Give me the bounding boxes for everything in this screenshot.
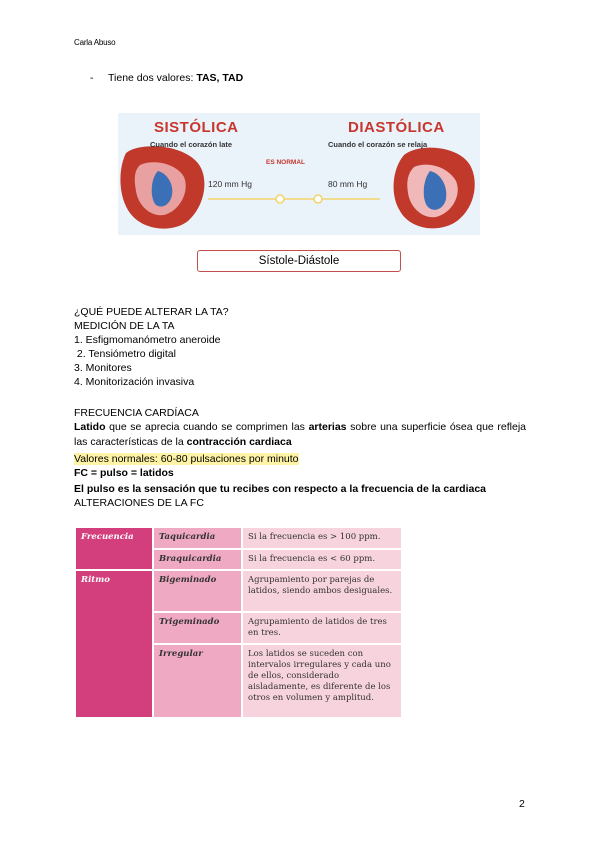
- ta-item-2: 2. Tensiómetro digital: [74, 348, 176, 360]
- definition-part-1: que se aprecia cuando se comprimen las: [105, 421, 309, 433]
- cell-bigeminado-desc: Agrupamiento por parejas de latidos, siendo ambos desiguales.: [242, 570, 402, 612]
- figure-caption: Sístole-Diástole: [197, 250, 401, 272]
- word-arterias: arterias: [308, 421, 347, 433]
- cell-ritmo: Ritmo: [75, 570, 153, 718]
- systolic-value: 120 mm Hg: [208, 179, 252, 189]
- heart-systole-icon: [120, 146, 204, 228]
- cell-taquicardia-desc: Si la frecuencia es > 100 ppm.: [242, 527, 402, 549]
- ta-question: ¿QUÉ PUEDE ALTERAR LA TA?: [74, 306, 229, 318]
- cell-trigeminado-desc: Agrupamiento de latidos de tres en tres.: [242, 612, 402, 644]
- fc-definition: [74, 420, 526, 449]
- bullet-text: Tiene dos valores:: [108, 72, 197, 84]
- author-name: Carla Abuso: [74, 38, 116, 47]
- cell-braquicardia-desc: Si la frecuencia es < 60 ppm.: [242, 549, 402, 570]
- cell-braquicardia: Braquicardia: [153, 549, 242, 570]
- systolic-title: SISTÓLICA: [154, 119, 239, 136]
- systole-diastole-figure: [118, 113, 480, 235]
- cell-frecuencia: Frecuencia: [75, 527, 153, 570]
- ta-item-4: 4. Monitorización invasiva: [74, 376, 195, 388]
- cell-trigeminado: Trigeminado: [153, 612, 242, 644]
- ta-heading: MEDICIÓN DE LA TA: [74, 320, 175, 332]
- ta-item-3: 3. Monitores: [74, 362, 132, 374]
- cell-irregular-desc: Los latidos se suceden con intervalos irregulares y cada uno de ellos, considerado aisladamente, es diferente de los otros en volumen y amplitud.: [242, 644, 402, 718]
- cell-taquicardia: Taquicardia: [153, 527, 242, 549]
- normal-label: ES NORMAL: [266, 159, 305, 166]
- cell-irregular: Irregular: [153, 644, 242, 718]
- heart-diastole-icon: [394, 148, 475, 229]
- pulse-definition: El pulso es la sensación que tu recibes con respecto a la frecuencia de la cardiaca: [74, 483, 487, 495]
- fc-normal-values: Valores normales: 60-80 pulsaciones por minuto: [74, 453, 299, 465]
- bullet-bold: TAS, TAD: [196, 72, 244, 84]
- diastolic-subtitle: Cuando el corazón se relaja: [328, 140, 428, 149]
- ta-values-bullet: [90, 72, 243, 84]
- fc-alterations-table: [74, 526, 403, 719]
- connector-knob-right: [314, 195, 322, 203]
- diastolic-title: DIASTÓLICA: [348, 119, 445, 136]
- word-contraccion: contracción cardiaca: [186, 435, 292, 448]
- word-latido: Latido: [74, 421, 106, 433]
- page-number: 2: [519, 798, 525, 810]
- diastolic-value: 80 mm Hg: [328, 179, 368, 189]
- systolic-subtitle: Cuando el corazón late: [150, 140, 233, 149]
- definition-part-2: sobre una superficie ósea que refleja las características de la: [74, 421, 526, 448]
- cell-bigeminado: Bigeminado: [153, 570, 242, 612]
- fc-formula: FC = pulso = latidos: [74, 467, 174, 479]
- connector-knob-left: [276, 195, 284, 203]
- bullet-dash: -: [90, 72, 94, 84]
- ta-item-1: 1. Esfigmomanómetro aneroide: [74, 334, 221, 346]
- fc-alterations-heading: ALTERACIONES DE LA FC: [74, 497, 204, 509]
- fc-heading: FRECUENCIA CARDÍACA: [74, 407, 199, 419]
